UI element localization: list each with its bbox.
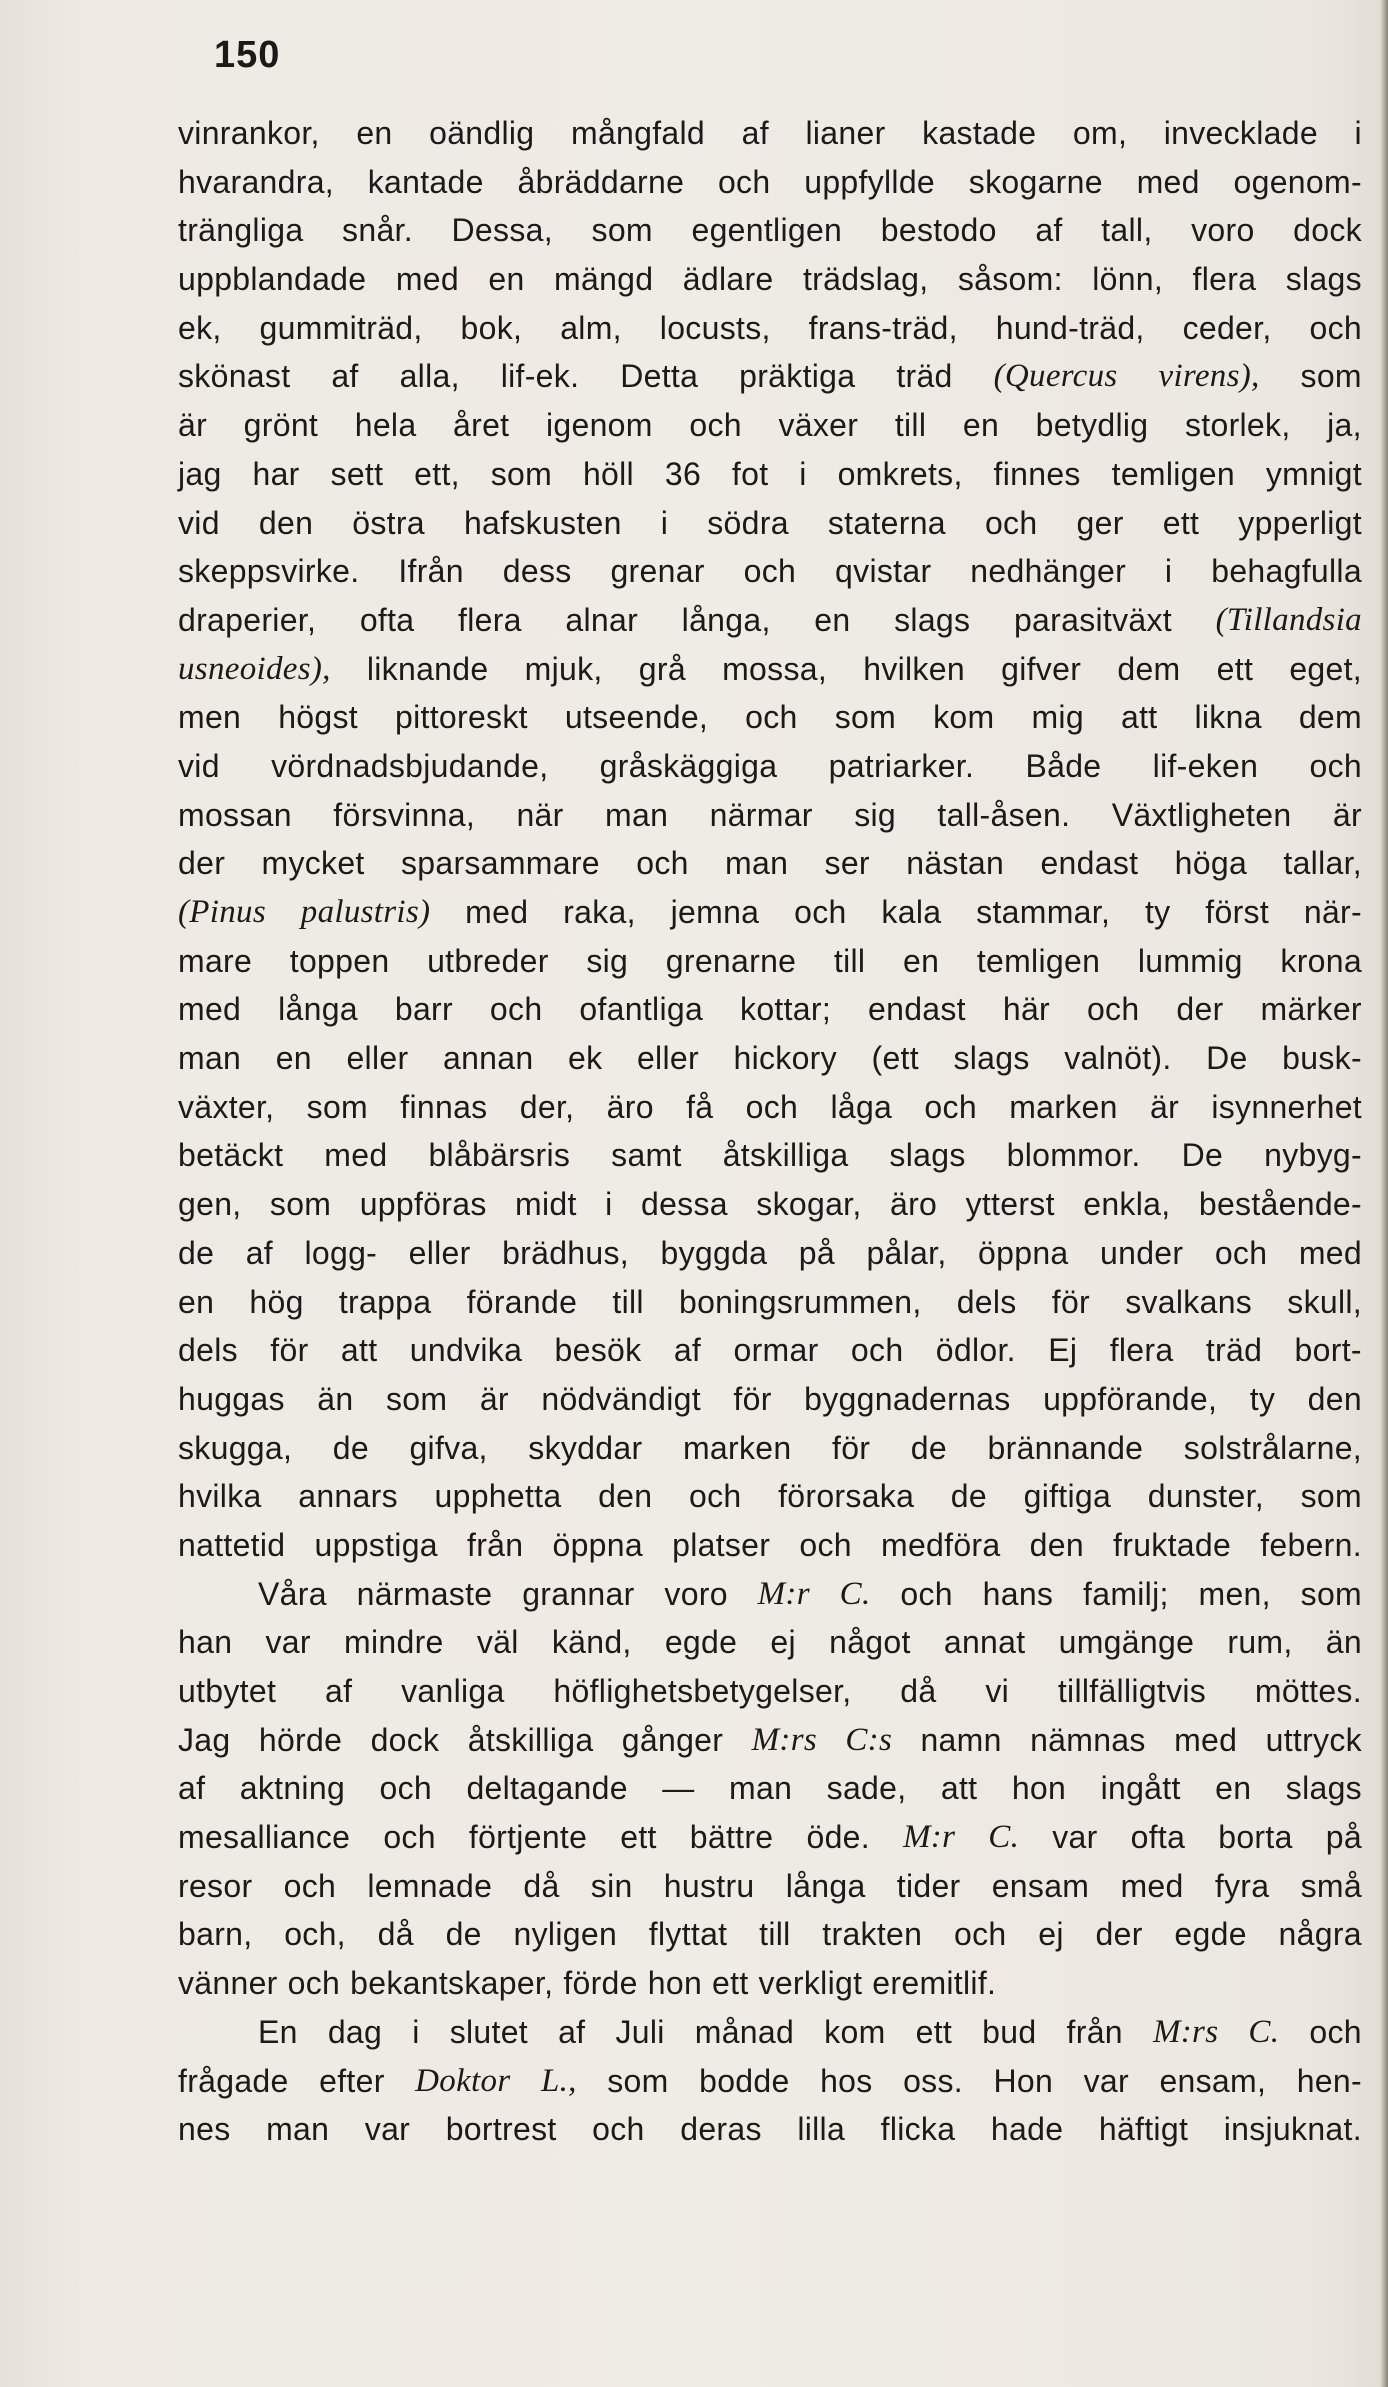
text-line: Våra närmaste grannar voro M:r C. och hans familj; men, som <box>258 1575 1362 1612</box>
text-line: uppblandade med en mängd ädlare trädslag, såsom: lönn, flera slags <box>178 261 1362 298</box>
text-line: skugga, de gifva, skyddar marken för de brännande solstrålarne, <box>178 1429 1362 1466</box>
text-line: dels för att undvika besök af ormar och ödlor. Ej flera träd bort- <box>178 1332 1362 1369</box>
text-line: hvilka annars upphetta den och förorsaka de giftiga dunster, som <box>178 1478 1362 1515</box>
text-line: men högst pittoreskt utseende, och som kom mig att likna dem <box>178 699 1362 736</box>
text-line: växter, som finnas der, äro få och låga och marken är isynnerhet <box>178 1088 1362 1125</box>
text-line: en hög trappa förande till boningsrummen, dels för svalkans skull, <box>178 1283 1362 1320</box>
page-edge-shadow <box>1380 0 1388 2387</box>
text-line: der mycket sparsammare och man ser nästan endast höga tallar, <box>178 845 1362 882</box>
text-line: ek, gummiträd, bok, alm, locusts, frans-träd, hund-träd, ceder, och <box>178 309 1362 346</box>
text-line: vid den östra hafskusten i södra staterna och ger ett ypperligt <box>178 504 1362 541</box>
text-line: af aktning och deltagande — man sade, att hon ingått en slags <box>178 1770 1362 1807</box>
text-line: nes man var bortrest och deras lilla flicka hade häftigt insjuknat. <box>178 2111 1362 2148</box>
text-line: (Pinus palustris) med raka, jemna och kala stammar, ty först när- <box>178 894 1362 930</box>
text-line: utbytet af vanliga höflighetsbetygelser, då vi tillfälligtvis möttes. <box>178 1673 1362 1709</box>
text-line: gen, som uppföras midt i dessa skogar, äro ytterst enkla, bestående- <box>178 1186 1362 1223</box>
text-line: han var mindre väl känd, egde ej något annat umgänge rum, än <box>178 1624 1362 1661</box>
text-line: En dag i slutet af Juli månad kom ett bud från M:rs C. och <box>258 2013 1362 2050</box>
text-line: betäckt med blåbärsris samt åtskilliga slags blommor. De nybyg- <box>178 1137 1362 1174</box>
text-line: draperier, ofta flera alnar långa, en slags parasitväxt (Tillandsia <box>178 601 1362 638</box>
text-line: nattetid uppstiga från öppna platser och medföra den fruktade febern. <box>178 1526 1362 1563</box>
body-text <box>178 109 1362 2154</box>
text-line: med långa barr och ofantliga kottar; endast här och der märker <box>178 991 1362 1028</box>
text-line: trängliga snår. Dessa, som egentligen bestodo af tall, voro dock <box>178 212 1362 249</box>
text-line: hvarandra, kantade åbräddarne och uppfyllde skogarne med ogenom- <box>178 163 1362 200</box>
text-line: vid vördnadsbjudande, gråskäggiga patriarker. Både lif-eken och <box>178 747 1362 784</box>
page-number: 150 <box>214 34 281 76</box>
text-line: vänner och bekantskaper, förde hon ett verkligt eremitlif. <box>178 1965 997 2002</box>
text-line: mesalliance och förtjente ett bättre öde. M:r C. var ofta borta på <box>178 1819 1362 1856</box>
text-line: jag har sett ett, som höll 36 fot i omkrets, finnes temligen ymnigt <box>178 455 1362 492</box>
text-line: resor och lemnade då sin hustru långa tider ensam med fyra små <box>178 1867 1362 1904</box>
text-line: Jag hörde dock åtskilliga gånger M:rs C:s namn nämnas med uttryck <box>178 1721 1362 1758</box>
text-line: skönast af alla, lif-ek. Detta präktiga träd (Quercus virens), som <box>178 358 1362 395</box>
text-line: mare toppen utbreder sig grenarne till en temligen lummig krona <box>178 942 1362 979</box>
text-line: de af logg- eller brädhus, byggda på pålar, öppna under och med <box>178 1234 1362 1271</box>
text-line: huggas än som är nödvändigt för byggnadernas uppförande, ty den <box>178 1380 1362 1417</box>
text-line: barn, och, då de nyligen flyttat till trakten och ej der egde några <box>178 1916 1362 1953</box>
text-line: skeppsvirke. Ifrån dess grenar och qvistar nedhänger i behagfulla <box>178 553 1362 590</box>
text-line: usneoides), liknande mjuk, grå mossa, hvilken gifver dem ett eget, <box>178 650 1362 687</box>
text-line: är grönt hela året igenom och växer till en betydlig storlek, ja, <box>178 407 1362 444</box>
text-line: man en eller annan ek eller hickory (ett slags valnöt). De busk- <box>178 1040 1362 1077</box>
text-line: frågade efter Doktor L., som bodde hos oss. Hon var ensam, hen- <box>178 2062 1362 2099</box>
text-line: mossan försvinna, när man närmar sig tall-åsen. Växtligheten är <box>178 796 1362 833</box>
text-line: vinrankor, en oändlig mångfald af lianer kastade om, invecklade i <box>178 115 1362 151</box>
